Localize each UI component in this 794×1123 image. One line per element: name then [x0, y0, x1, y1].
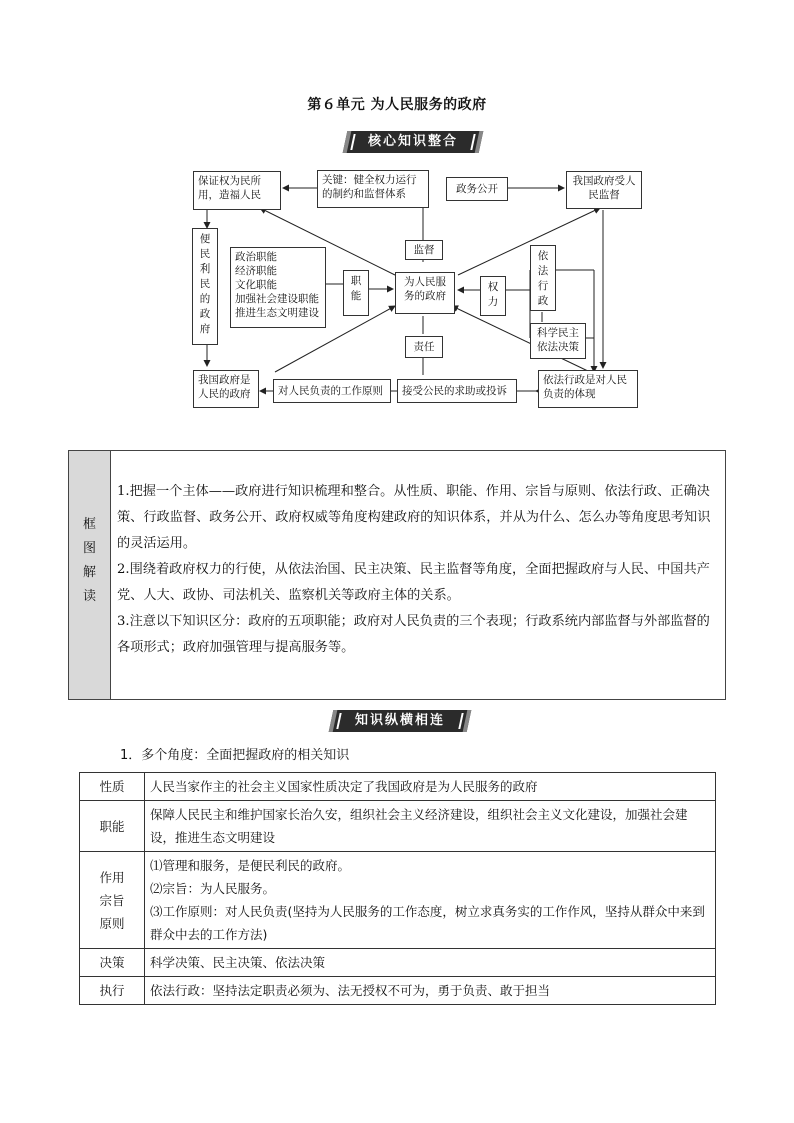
- node-guarantee: 保证权为民所用，造福人民: [193, 171, 281, 210]
- knowledge-table: [79, 772, 716, 1005]
- function-item: 推进生态文明建设: [235, 307, 319, 319]
- frame-side-label: [69, 451, 111, 699]
- page-title: 第６单元 为人民服务的政府: [307, 97, 487, 113]
- table-row: [80, 801, 716, 852]
- role-line: ⑴管理和服务，是便民利民的政府。: [150, 858, 351, 873]
- row-label: 职能: [80, 801, 145, 852]
- frame-paragraph: 1.把握一个主体——政府进行知识梳理和整合。从性质、职能、作用、宗旨与原则、依法行政、正确决策、行政监督、政务公开、政府权威等角度构建政府的知识体系，并从为什么、怎么办等角度思考知识的灵活运用。: [117, 484, 711, 551]
- row-content: 科学决策、民主决策、依法决策: [145, 949, 716, 977]
- row-label-text: 作用宗旨原则: [99, 869, 125, 931]
- node-science-decision: 科学民主依法决策: [530, 323, 586, 359]
- row-content: 依法行政：坚持法定职责必须为、法无授权不可为，勇于负责、敢于担当: [145, 977, 716, 1005]
- node-people-gov: 我国政府是人民的政府: [193, 370, 259, 408]
- node-law-admin-label: 依法行政: [537, 250, 549, 307]
- row-content: [145, 852, 716, 949]
- banner-connect-knowledge: [329, 710, 472, 732]
- banner-core-label: 核心知识整合: [367, 134, 458, 149]
- frame-paragraph: 3.注意以下知识区分：政府的五项职能；政府对人民负责的三个表现；行政系统内部监督与外部监督的各项形式；政府加强管理与提高服务等。: [117, 614, 710, 655]
- frame-text: [117, 479, 717, 661]
- row-label: 决策: [80, 949, 145, 977]
- row-label: 性质: [80, 773, 145, 801]
- table-row: [80, 773, 716, 801]
- role-line: ⑶工作原则：对人民负责(坚持为人民服务的工作态度，树立求真务实的工作作风，坚持从群众中来到群众中去的工作方法): [150, 904, 705, 942]
- node-responsibility: 责任: [405, 336, 443, 358]
- row-label: 执行: [80, 977, 145, 1005]
- node-key: 关键：健全权力运行的制约和监督体系: [317, 170, 429, 208]
- function-item: 经济职能: [235, 265, 277, 277]
- node-power: [480, 276, 506, 316]
- table-row: [80, 949, 716, 977]
- node-principle: 对人民负责的工作原则: [273, 379, 391, 403]
- node-open: 政务公开: [446, 177, 508, 201]
- node-supervised: 我国政府受人民监督: [566, 171, 642, 209]
- frame-interpretation-box: [68, 450, 726, 700]
- node-supervise: 监督: [405, 240, 443, 260]
- function-item: 政治职能: [235, 251, 277, 263]
- mindmap-connectors: [0, 0, 794, 420]
- row-label: [80, 852, 145, 949]
- table-row: [80, 852, 716, 949]
- node-function-label-text: 职能: [350, 275, 362, 302]
- node-functions: [230, 247, 326, 328]
- banner-connect-label: 知识纵横相连: [354, 713, 445, 728]
- table-row: [80, 977, 716, 1005]
- frame-paragraph: 2.围绕着政府权力的行使，从依法治国、民主决策、民主监督等角度，全面把握政府与人民、中国共产党、人大、政协、司法机关、监察机关等政府主体的关系。: [117, 562, 710, 603]
- function-item: 文化职能: [235, 279, 277, 291]
- frame-side-text: 框图解读: [82, 517, 96, 604]
- node-convenient: [192, 228, 218, 345]
- row-content: 保障人民民主和维护国家长治久安，组织社会主义经济建设，组织社会主义文化建设，加强社会建设，推进生态文明建设: [145, 801, 716, 852]
- node-embody: 依法行政是对人民负责的体现: [538, 370, 638, 408]
- node-convenient-label: 便民利民的政府: [199, 233, 211, 335]
- node-center: 为人民服务的政府: [395, 272, 455, 314]
- node-power-label: 权力: [487, 281, 499, 308]
- node-accept: 接受公民的求助或投诉: [397, 379, 517, 403]
- node-function-label: [343, 270, 369, 316]
- role-line: ⑵宗旨：为人民服务。: [150, 881, 276, 896]
- function-item: 加强社会建设职能: [235, 293, 319, 305]
- node-law-admin: [530, 245, 556, 311]
- row-content: 人民当家作主的社会主义国家性质决定了我国政府是为人民服务的政府: [145, 773, 716, 801]
- section-heading: 1．多个角度：全面把握政府的相关知识: [120, 748, 350, 763]
